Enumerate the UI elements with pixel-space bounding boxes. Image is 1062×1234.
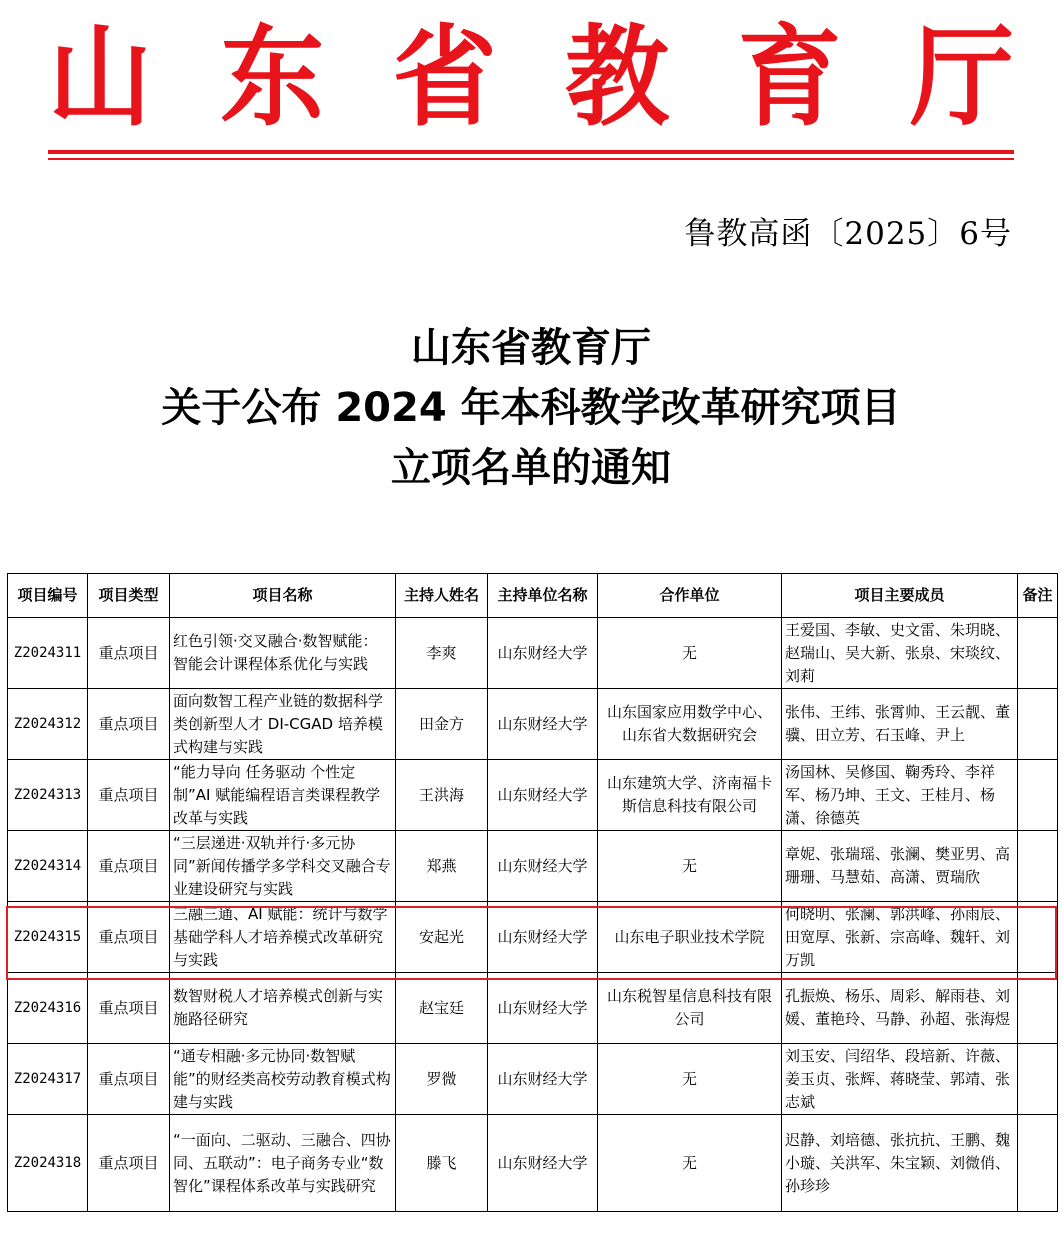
cell-type: 重点项目	[88, 760, 170, 831]
cell-unit: 山东财经大学	[488, 831, 598, 902]
cell-host: 赵宝廷	[396, 973, 488, 1044]
cell-type: 重点项目	[88, 689, 170, 760]
title-line: 山东省教育厅	[411, 325, 651, 371]
cell-unit: 山东财经大学	[488, 618, 598, 689]
cell-note	[1018, 1115, 1058, 1212]
header-partner-unit: 合作单位	[598, 574, 782, 618]
cell-code: Z2024311	[8, 618, 88, 689]
cell-host: 田金方	[396, 689, 488, 760]
document-title	[0, 318, 1062, 498]
cell-name: 三融三通、AI 赋能：统计与数学基础学科人才培养模式改革研究与实践	[170, 902, 396, 973]
cell-code: Z2024314	[8, 831, 88, 902]
cell-name: 面向数智工程产业链的数据科学类创新型人才 DI-CGAD 培养模式构建与实践	[170, 689, 396, 760]
cell-partner: 无	[598, 1044, 782, 1115]
cell-note	[1018, 1044, 1058, 1115]
header-note: 备注	[1018, 574, 1058, 618]
table-row	[8, 760, 1058, 831]
cell-partner: 山东国家应用数学中心、山东省大数据研究会	[598, 689, 782, 760]
cell-members: 何晓明、张澜、郭洪峰、孙雨辰、田宽厚、张新、宗高峰、魏轩、刘万凯	[782, 902, 1018, 973]
cell-unit: 山东财经大学	[488, 973, 598, 1044]
table-row	[8, 618, 1058, 689]
masthead-char: 山	[48, 12, 153, 142]
cell-host: 罗微	[396, 1044, 488, 1115]
cell-partner: 山东电子职业技术学院	[598, 902, 782, 973]
cell-name: “通专相融·多元协同·数智赋能”的财经类高校劳动教育模式构建与实践	[170, 1044, 396, 1115]
cell-members: 汤国林、吴修国、鞠秀玲、李祥军、杨乃坤、王文、王桂月、杨潇、徐德英	[782, 760, 1018, 831]
header-host-name: 主持人姓名	[396, 574, 488, 618]
cell-type: 重点项目	[88, 1044, 170, 1115]
cell-type: 重点项目	[88, 831, 170, 902]
cell-members: 王爱国、李敏、史文雷、朱玥晓、赵瑞山、吴大新、张泉、宋琰纹、刘莉	[782, 618, 1018, 689]
cell-host: 安起光	[396, 902, 488, 973]
cell-members: 章妮、张瑞瑶、张澜、樊亚男、高珊珊、马慧茹、高潇、贾瑞欣	[782, 831, 1018, 902]
masthead-char: 东	[220, 12, 325, 142]
cell-name: 红色引领·交叉融合·数智赋能：智能会计课程体系优化与实践	[170, 618, 396, 689]
header-members: 项目主要成员	[782, 574, 1018, 618]
masthead-char: 育	[737, 12, 842, 142]
cell-note	[1018, 973, 1058, 1044]
table-row	[8, 831, 1058, 902]
document-number: 鲁教高函〔2025〕6号	[684, 216, 1012, 252]
header-project-code: 项目编号	[8, 574, 88, 618]
red-divider-thick	[48, 150, 1014, 154]
masthead-char: 省	[392, 12, 497, 142]
cell-host: 滕飞	[396, 1115, 488, 1212]
cell-host: 李爽	[396, 618, 488, 689]
title-line: 立项名单的通知	[391, 445, 671, 491]
table-row	[8, 689, 1058, 760]
table-row	[8, 1044, 1058, 1115]
cell-members: 张伟、王纬、张霄帅、王云靓、董骥、田立芳、石玉峰、尹上	[782, 689, 1018, 760]
cell-members: 迟静、刘培德、张抗抗、王鹏、魏小璇、关洪军、朱宝颖、刘微俏、孙珍珍	[782, 1115, 1018, 1212]
red-divider-thin	[48, 158, 1014, 160]
cell-unit: 山东财经大学	[488, 1044, 598, 1115]
cell-members: 刘玉安、闫绍华、段培新、许薇、姜玉贞、张辉、蒋晓莹、郭靖、张志斌	[782, 1044, 1018, 1115]
cell-note	[1018, 689, 1058, 760]
cell-note	[1018, 831, 1058, 902]
title-line: 关于公布 2024 年本科教学改革研究项目	[161, 385, 901, 431]
table-row	[8, 973, 1058, 1044]
table-row-highlighted	[8, 902, 1058, 973]
cell-members: 孔振焕、杨乐、周彩、解雨巷、刘媛、董艳玲、马静、孙超、张海煜	[782, 973, 1018, 1044]
cell-unit: 山东财经大学	[488, 760, 598, 831]
cell-note	[1018, 902, 1058, 973]
cell-host: 郑燕	[396, 831, 488, 902]
header-host-unit: 主持单位名称	[488, 574, 598, 618]
cell-code: Z2024317	[8, 1044, 88, 1115]
cell-code: Z2024316	[8, 973, 88, 1044]
cell-partner: 山东建筑大学、济南福卡斯信息科技有限公司	[598, 760, 782, 831]
cell-note	[1018, 618, 1058, 689]
cell-unit: 山东财经大学	[488, 689, 598, 760]
project-list-table	[7, 573, 1058, 1212]
cell-code: Z2024318	[8, 1115, 88, 1212]
cell-name: “一面向、二驱动、三融合、四协同、五联动”：电子商务专业“数智化”课程体系改革与实践研究	[170, 1115, 396, 1212]
header-project-name: 项目名称	[170, 574, 396, 618]
table-row	[8, 1115, 1058, 1212]
cell-code: Z2024313	[8, 760, 88, 831]
header-project-type: 项目类型	[88, 574, 170, 618]
cell-name: “能力导向 任务驱动 个性定制”AI 赋能编程语言类课程教学改革与实践	[170, 760, 396, 831]
masthead-char: 教	[565, 12, 670, 142]
cell-name: “三层递进·双轨并行·多元协同”新闻传播学多学科交叉融合专业建设研究与实践	[170, 831, 396, 902]
cell-code: Z2024312	[8, 689, 88, 760]
cell-partner: 山东税智星信息科技有限公司	[598, 973, 782, 1044]
cell-code: Z2024315	[8, 902, 88, 973]
cell-name: 数智财税人才培养模式创新与实施路径研究	[170, 973, 396, 1044]
cell-type: 重点项目	[88, 1115, 170, 1212]
masthead-char: 厅	[909, 12, 1014, 142]
cell-type: 重点项目	[88, 973, 170, 1044]
cell-partner: 无	[598, 618, 782, 689]
cell-note	[1018, 760, 1058, 831]
cell-partner: 无	[598, 831, 782, 902]
cell-unit: 山东财经大学	[488, 1115, 598, 1212]
cell-type: 重点项目	[88, 618, 170, 689]
masthead	[48, 12, 1014, 142]
table-header-row	[8, 574, 1058, 618]
cell-partner: 无	[598, 1115, 782, 1212]
cell-unit: 山东财经大学	[488, 902, 598, 973]
cell-host: 王洪海	[396, 760, 488, 831]
cell-type: 重点项目	[88, 902, 170, 973]
